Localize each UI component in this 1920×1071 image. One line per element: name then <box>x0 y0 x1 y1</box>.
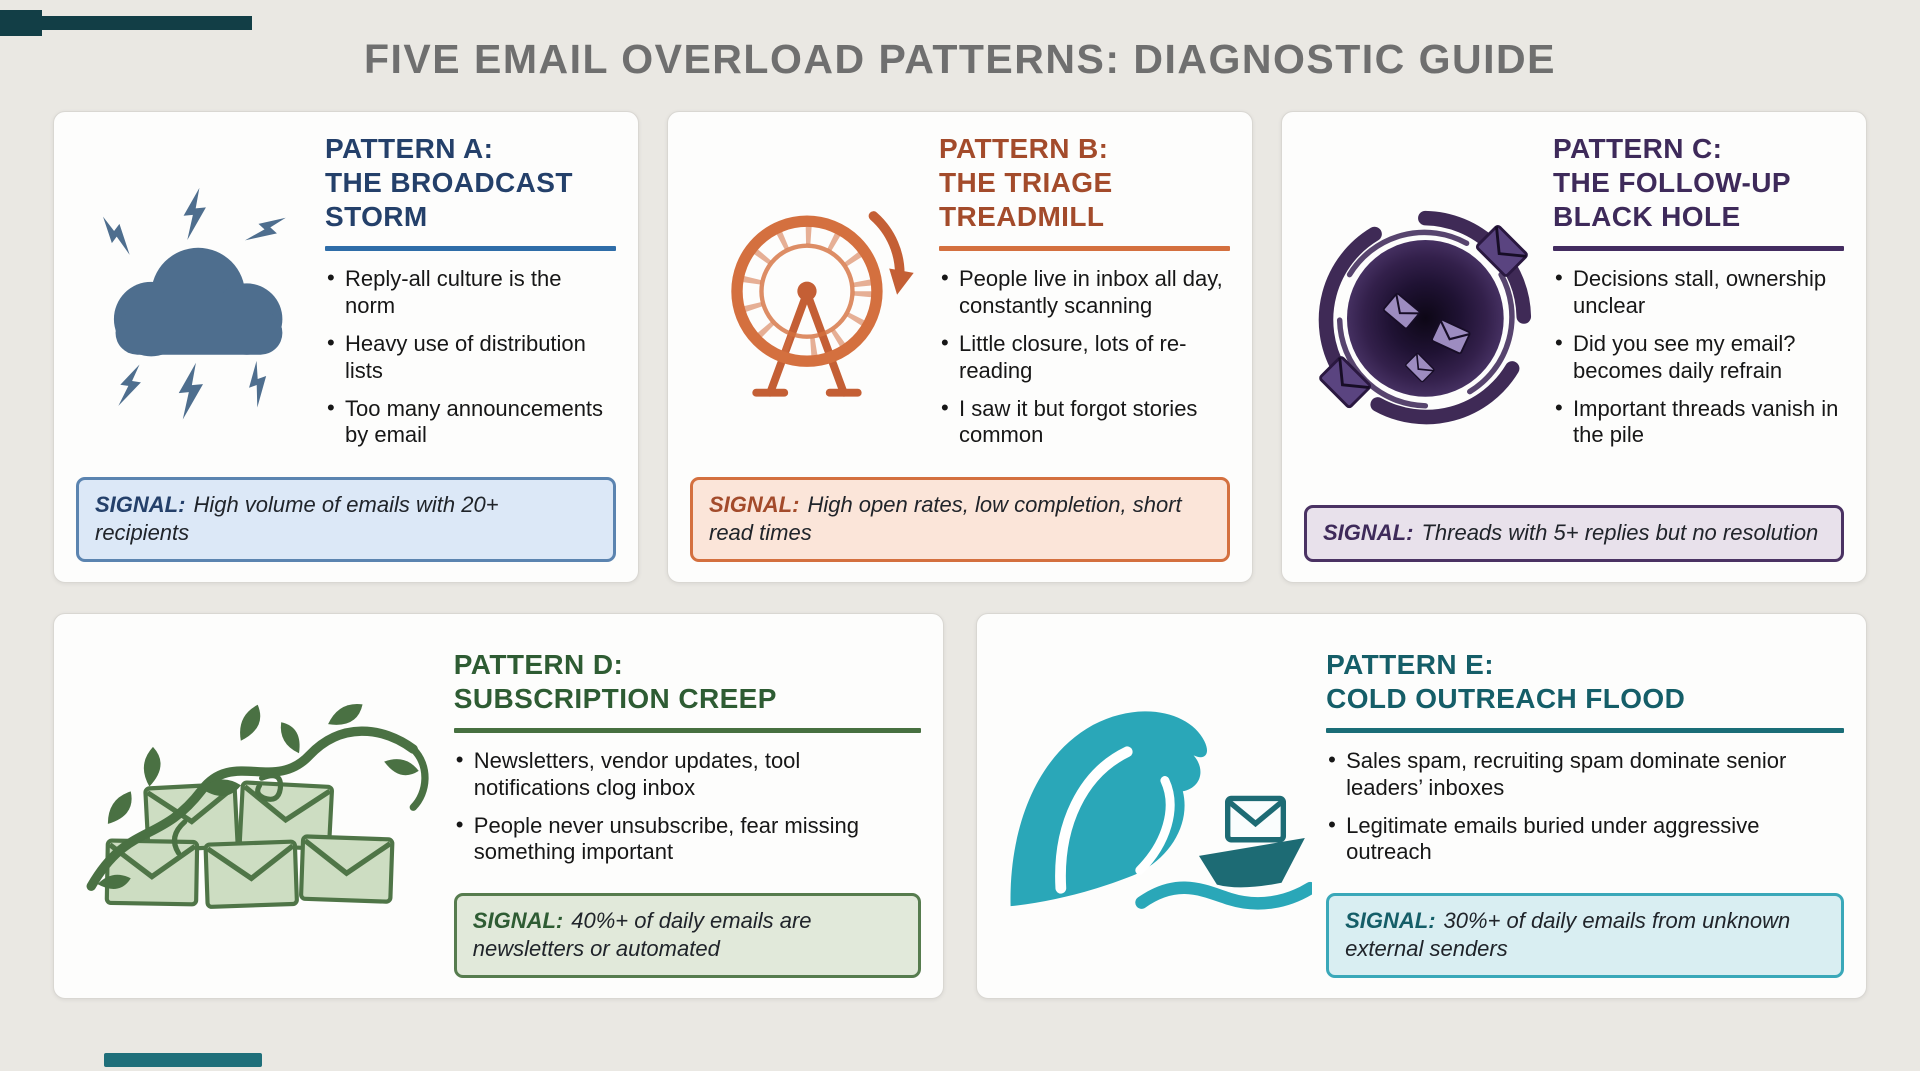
card-e-bullets <box>1326 748 1844 878</box>
card-b-icon-box <box>690 132 933 477</box>
decorative-corner-bar <box>42 16 252 30</box>
decorative-bottom-bar <box>104 1053 262 1067</box>
card-e-icon-box <box>999 634 1320 978</box>
page-title: FIVE EMAIL OVERLOAD PATTERNS: DIAGNOSTIC GUIDE <box>364 36 1556 82</box>
card-d-pattern-name: SUBSCRIPTION CREEP <box>453 683 777 715</box>
card-d-signal-box <box>454 893 921 978</box>
bullet-item: • Decisions stall, ownership unclear <box>1553 266 1844 319</box>
bullet-item: • I saw it but forgot stories common <box>939 396 1230 449</box>
card-c-content <box>1304 132 1844 505</box>
card-e-rule <box>1326 728 1844 733</box>
card-pattern-e <box>976 613 1867 999</box>
signal-text: Threads with 5+ replies but no resolution <box>1421 520 1819 546</box>
card-pattern-c <box>1281 111 1867 583</box>
card-c-pattern-label: PATTERN C: <box>1553 133 1723 164</box>
card-b-signal-box <box>690 477 1230 562</box>
signal-text: High open rates, low completion, short read times <box>709 491 1182 546</box>
bullet-item: • People never unsubscribe, fear missing something important <box>454 813 921 866</box>
card-pattern-a <box>53 111 639 583</box>
signal-text: 40%+ of daily emails are newsletters or automated <box>472 907 812 962</box>
bullet-item: • Sales spam, recruiting spam dominate senior leaders’ inboxes <box>1326 748 1844 801</box>
bullet-item: • Legitimate emails buried under aggressive outreach <box>1326 813 1844 866</box>
signal-label: SIGNAL: <box>95 491 186 517</box>
bottom-card-row <box>0 613 1920 999</box>
card-d-icon-box <box>76 634 448 978</box>
card-e-text <box>1320 634 1844 978</box>
card-c-bullets <box>1553 266 1844 448</box>
vine-envelopes-icon <box>85 666 438 946</box>
signal-text: 30%+ of daily emails from unknown external senders <box>1345 907 1791 962</box>
card-c-pattern-name: THE FOLLOW-UP BLACK HOLE <box>1553 167 1791 233</box>
card-d-text <box>448 634 921 978</box>
card-a-signal-box <box>76 477 616 562</box>
card-e-pattern-name: COLD OUTREACH FLOOD <box>1326 683 1686 715</box>
card-b-bullets <box>939 266 1230 448</box>
bullet-item: • Important threads vanish in the pile <box>1553 396 1844 449</box>
card-b-text <box>933 132 1230 477</box>
bullet-item: • People live in inbox all day, constantly scanning <box>939 266 1230 319</box>
card-b-rule <box>939 246 1230 251</box>
signal-label: SIGNAL: <box>1345 907 1436 933</box>
card-c-text <box>1547 132 1844 505</box>
card-d-rule <box>454 728 921 733</box>
signal-label: SIGNAL: <box>1323 520 1414 546</box>
card-pattern-b <box>667 111 1253 583</box>
bullet-item: • Too many announcements by email <box>325 396 616 449</box>
bullet-item: • Did you see my email? becomes daily refrain <box>1553 331 1844 384</box>
signal-label: SIGNAL: <box>472 907 564 933</box>
hamster-wheel-icon <box>702 195 921 414</box>
card-a-content <box>76 132 616 477</box>
bullet-item: • Newsletters, vendor updates, tool notifications clog inbox <box>454 748 921 801</box>
card-b-pattern-label: PATTERN B: <box>939 133 1109 164</box>
card-e-pattern-label: PATTERN E: <box>1326 649 1494 680</box>
wave-boat-envelope-icon <box>1007 698 1312 913</box>
card-c-rule <box>1553 246 1844 251</box>
signal-label: SIGNAL: <box>709 491 800 517</box>
card-a-bullets <box>325 266 616 448</box>
card-b-content <box>690 132 1230 477</box>
card-a-rule <box>325 246 616 251</box>
card-d-bullets <box>454 748 921 878</box>
bullet-item: • Little closure, lots of re-reading <box>939 331 1230 384</box>
card-e-signal-box <box>1326 893 1844 978</box>
card-b-pattern-name: THE TRIAGE TREADMILL <box>939 167 1113 233</box>
black-hole-vortex-icon <box>1316 209 1535 428</box>
signal-text: High volume of emails with 20+ recipients <box>95 491 499 546</box>
bullet-item: • Heavy use of distribution lists <box>325 331 616 384</box>
bullet-item: • Reply-all culture is the norm <box>325 266 616 319</box>
card-a-pattern-label: PATTERN A: <box>325 133 494 164</box>
card-c-signal-box <box>1304 505 1844 562</box>
card-a-icon-box <box>76 132 319 477</box>
card-pattern-d <box>53 613 944 999</box>
decorative-corner-block <box>0 10 42 36</box>
card-a-text <box>319 132 616 477</box>
card-c-icon-box <box>1304 132 1547 505</box>
card-d-pattern-label: PATTERN D: <box>453 649 624 680</box>
top-card-row <box>0 111 1920 583</box>
card-a-pattern-name: THE BROADCAST STORM <box>325 167 573 233</box>
storm-cloud-lightning-icon <box>88 183 307 426</box>
